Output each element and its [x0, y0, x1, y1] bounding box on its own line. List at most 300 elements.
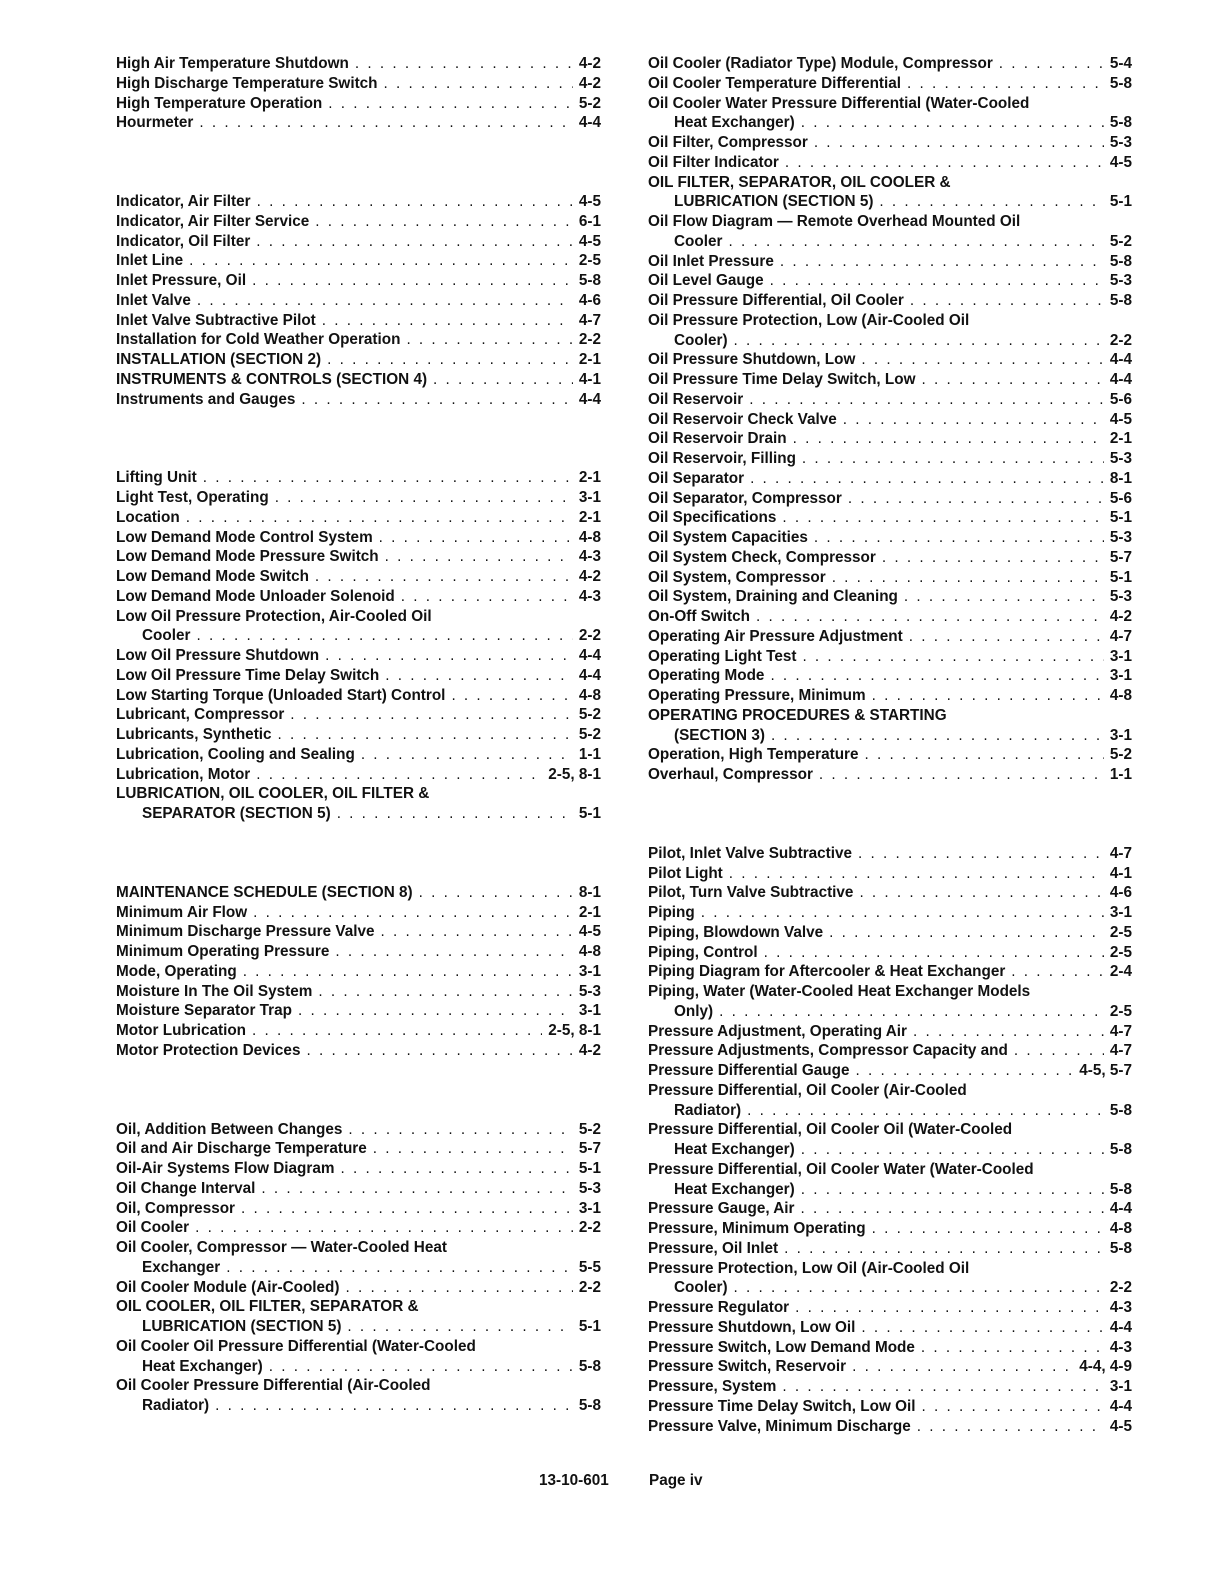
dot-leader: [256, 765, 542, 785]
dot-leader: [801, 1199, 1104, 1219]
index-entry: [116, 291, 601, 311]
group-spacer: [116, 409, 601, 468]
index-entry: [116, 765, 601, 785]
entry-page-ref: 5-1: [578, 805, 601, 822]
index-entry: [648, 627, 1132, 647]
index-entry: [648, 666, 1132, 686]
entry-page-ref: 2-2: [578, 1219, 601, 1237]
index-entry: [116, 607, 601, 647]
entry-page-ref: 4-5: [578, 923, 601, 941]
entry-text: Lubrication, Motor: [116, 765, 251, 783]
index-entry: [648, 1357, 1132, 1377]
dot-leader: [261, 1179, 572, 1199]
entry-text: Indicator, Air Filter Service: [116, 212, 310, 230]
dot-leader: [858, 844, 1104, 864]
index-entry: [648, 844, 1132, 864]
dot-leader: [734, 331, 1104, 351]
index-entry: [648, 1259, 1132, 1299]
index-entry: [116, 745, 601, 765]
dot-leader: [829, 923, 1104, 943]
dot-leader: [771, 726, 1104, 746]
index-entry: [648, 528, 1132, 548]
dot-leader: [355, 54, 573, 74]
entry-text: Pilot Light: [648, 864, 723, 882]
entry-page-ref: 5-3: [578, 982, 601, 1000]
entry-text: Inlet Valve: [116, 291, 191, 309]
dot-leader: [256, 232, 573, 252]
entry-page-ref: 5-2: [1109, 746, 1132, 764]
index-entry: [648, 548, 1132, 568]
entry-page-ref: 5-1: [1109, 568, 1132, 586]
index-entry: [648, 133, 1132, 153]
dot-leader: [215, 1396, 573, 1416]
entry-text: Moisture In The Oil System: [116, 982, 313, 1000]
entry-text: Lubricants, Synthetic: [116, 726, 272, 743]
entry-text: Pressure Protection, Low Oil (Air-Cooled Oil: [648, 1259, 970, 1277]
entry-page-ref: 2-5: [1109, 1002, 1132, 1020]
entry-text: On-Off Switch: [648, 608, 750, 625]
dot-leader: [814, 133, 1104, 153]
entry-text: Lifting Unit: [116, 469, 197, 487]
entry-text: Piping: [648, 904, 695, 921]
index-entry: [116, 311, 601, 331]
index-entry: [116, 113, 601, 133]
index-entry: [648, 311, 1132, 351]
index-entry: [116, 1001, 601, 1021]
entry-text: Hourmeter: [116, 114, 194, 132]
group-spacer: [116, 133, 601, 192]
entry-text: LUBRICATION, OIL COOLER, OIL FILTER &: [116, 785, 430, 803]
entry-page-ref: 4-2: [578, 55, 601, 72]
index-entry: [116, 1337, 601, 1377]
dot-leader: [872, 1219, 1104, 1239]
dot-leader: [855, 1061, 1073, 1081]
entry-text: Overhaul, Compressor: [648, 766, 813, 783]
entry-text: Pressure Shutdown, Low Oil: [648, 1318, 856, 1336]
index-letter-group: [116, 192, 601, 409]
index-entry: [648, 1041, 1132, 1061]
entry-page-ref: 4-2: [578, 568, 601, 585]
dot-leader: [770, 271, 1104, 291]
entry-page-ref: 5-8: [578, 1357, 601, 1375]
dot-leader: [802, 449, 1104, 469]
dot-leader: [907, 74, 1104, 94]
entry-page-ref: 4-7: [1109, 1042, 1132, 1060]
entry-page-ref: 5-3: [1109, 588, 1132, 606]
dot-leader: [243, 962, 573, 982]
entry-text: Oil Inlet Pressure: [648, 252, 774, 270]
index-letter-group: [648, 844, 1132, 1437]
dot-leader: [433, 370, 573, 390]
index-entry: [648, 1239, 1132, 1259]
dot-leader: [196, 626, 572, 646]
entry-text: Oil Reservoir Check Valve: [648, 410, 837, 428]
entry-page-ref: 2-2: [578, 331, 601, 349]
index-entry: [648, 1022, 1132, 1042]
index-letter-group: [116, 54, 601, 133]
entry-page-ref: 3-1: [1109, 1378, 1132, 1395]
index-entry: [648, 74, 1132, 94]
entry-text: Pressure, Minimum Operating: [648, 1220, 866, 1237]
dot-leader: [199, 113, 573, 133]
dot-leader: [252, 1021, 542, 1041]
index-entry: [116, 1238, 601, 1278]
index-entry: [648, 449, 1132, 469]
entry-page-ref: 2-1: [578, 903, 601, 921]
dot-leader: [252, 271, 573, 291]
dot-leader: [910, 291, 1104, 311]
entry-text: OPERATING PROCEDURES & STARTING: [648, 706, 947, 724]
entry-text: Low Demand Mode Control System: [116, 528, 373, 546]
entry-page-ref: 5-2: [578, 1120, 601, 1138]
dot-leader: [734, 1278, 1104, 1298]
index-entry: [648, 745, 1132, 765]
index-section-entry: [116, 370, 601, 390]
index-entry: [116, 271, 601, 291]
entry-text: Low Demand Mode Unloader Solenoid: [116, 587, 395, 605]
entry-text: Cooler): [674, 1279, 728, 1297]
dot-leader: [335, 942, 573, 962]
index-entry: [116, 942, 601, 962]
index-section-entry: [648, 706, 1132, 746]
index-entry: [648, 469, 1132, 489]
dot-leader: [719, 1002, 1104, 1022]
entry-text: Oil System Check, Compressor: [648, 548, 876, 566]
entry-text: INSTRUMENTS & CONTROLS (SECTION 4): [116, 370, 428, 388]
dot-leader: [750, 469, 1104, 489]
dot-leader: [1014, 1041, 1104, 1061]
index-entry: [116, 725, 601, 745]
entry-text: LUBRICATION (SECTION 5): [674, 193, 874, 211]
index-entry: [116, 1376, 601, 1416]
entry-page-ref: 4-8: [1109, 1220, 1132, 1237]
dot-leader: [419, 883, 573, 903]
entry-text: OIL COOLER, OIL FILTER, SEPARATOR &: [116, 1298, 419, 1316]
entry-text: Radiator): [674, 1101, 742, 1119]
entry-text: Oil Pressure Shutdown, Low: [648, 351, 856, 369]
entry-text: Location: [116, 508, 180, 526]
entry-page-ref: 4-1: [1109, 864, 1132, 882]
dot-leader: [278, 725, 573, 745]
entry-text: MAINTENANCE SCHEDULE (SECTION 8): [116, 883, 413, 901]
entry-page-ref: 5-8: [1109, 292, 1132, 309]
dot-leader: [195, 1218, 573, 1238]
dot-leader: [325, 646, 573, 666]
entry-text: Pressure Time Delay Switch, Low Oil: [648, 1397, 916, 1415]
entry-text: Inlet Line: [116, 252, 184, 270]
entry-text: Indicator, Oil Filter: [116, 232, 251, 250]
index-entry: [116, 547, 601, 567]
dot-leader: [782, 1377, 1103, 1397]
entry-text: Cooler: [142, 627, 191, 645]
entry-text: Minimum Operating Pressure: [116, 943, 330, 960]
entry-page-ref: 5-4: [1109, 55, 1132, 72]
entry-text: Heat Exchanger): [674, 114, 795, 132]
index-letter-group: [116, 883, 601, 1061]
dot-leader: [203, 468, 573, 488]
entry-page-ref: 4-4: [1109, 1397, 1132, 1415]
index-entry: [116, 982, 601, 1002]
entry-page-ref: 5-1: [1109, 193, 1132, 211]
entry-text: OIL FILTER, SEPARATOR, OIL COOLER &: [648, 173, 951, 191]
dot-leader: [340, 1159, 572, 1179]
dot-leader: [379, 528, 573, 548]
index-entry: [116, 1199, 601, 1219]
entry-text: Oil Filter, Compressor: [648, 134, 808, 151]
entry-text: Oil Cooler Temperature Differential: [648, 74, 902, 92]
index-entry: [648, 410, 1132, 430]
index-entry: [116, 1218, 601, 1238]
entry-text: Radiator): [142, 1397, 210, 1414]
dot-leader: [361, 745, 573, 765]
dot-leader: [337, 804, 573, 824]
entry-text: Pressure Differential Gauge: [648, 1062, 850, 1079]
dot-leader: [861, 350, 1104, 370]
entry-text: Pressure, System: [648, 1378, 777, 1395]
entry-page-ref: 2-1: [1109, 430, 1132, 448]
entry-page-ref: 5-3: [1109, 134, 1132, 151]
entry-text: Low Oil Pressure Time Delay Switch: [116, 666, 380, 684]
entry-page-ref: 3-1: [1109, 904, 1132, 921]
entry-page-ref: 5-8: [1109, 252, 1132, 270]
entry-text: Only): [674, 1002, 714, 1020]
entry-text: Oil System Capacities: [648, 529, 808, 546]
entry-text: Oil Filter Indicator: [648, 153, 779, 171]
index-entry: [116, 646, 601, 666]
entry-page-ref: 5-6: [1109, 489, 1132, 507]
entry-text: Inlet Pressure, Oil: [116, 272, 247, 289]
entry-text: Oil-Air Systems Flow Diagram: [116, 1160, 335, 1177]
entry-page-ref: 4-5, 5-7: [1079, 1062, 1132, 1079]
index-entry: [116, 488, 601, 508]
index-entry: [648, 923, 1132, 943]
dot-leader: [315, 567, 573, 587]
index-entry: [648, 587, 1132, 607]
entry-page-ref: 5-1: [578, 1318, 601, 1335]
entry-page-ref: 5-2: [1109, 232, 1132, 250]
index-entry: [648, 1417, 1132, 1437]
index-entry: [648, 252, 1132, 272]
entry-page-ref: 8-1: [1109, 469, 1132, 487]
entry-page-ref: 5-8: [1109, 1101, 1132, 1119]
dot-leader: [728, 232, 1103, 252]
index-column-right: [648, 54, 1132, 1436]
index-section-entry: [116, 784, 601, 824]
index-entry: [116, 1278, 601, 1298]
entry-page-ref: 4-6: [578, 291, 601, 309]
index-section-entry: [116, 883, 601, 903]
entry-page-ref: 5-8: [1109, 114, 1132, 132]
entry-text: Oil Flow Diagram — Remote Overhead Mounted Oil: [648, 213, 1021, 230]
index-entry: [116, 508, 601, 528]
index-entry: [116, 54, 601, 74]
entry-text: Instruments and Gauges: [116, 390, 296, 408]
dot-leader: [784, 1239, 1104, 1259]
entry-text: Cooler: [674, 232, 723, 250]
dot-leader: [843, 410, 1104, 430]
entry-page-ref: 2-2: [1109, 331, 1132, 349]
dot-leader: [401, 587, 573, 607]
entry-text: INSTALLATION (SECTION 2): [116, 351, 322, 368]
dot-leader: [819, 765, 1104, 785]
entry-page-ref: 5-1: [578, 1160, 601, 1177]
index-entry: [648, 370, 1132, 390]
index-entry: [648, 982, 1132, 1022]
entry-page-ref: 3-1: [1109, 667, 1132, 685]
dot-leader: [904, 587, 1104, 607]
dot-leader: [832, 568, 1104, 588]
entry-text: Mode, Operating: [116, 962, 237, 980]
dot-leader: [186, 508, 573, 528]
entry-page-ref: 4-8: [578, 943, 601, 960]
dot-leader: [729, 864, 1104, 884]
entry-text: Oil Separator, Compressor: [648, 489, 842, 507]
entry-page-ref: 5-2: [578, 706, 601, 724]
index-entry: [116, 192, 601, 212]
dot-leader: [814, 528, 1104, 548]
entry-text: Lubricant, Compressor: [116, 706, 285, 724]
dot-leader: [756, 607, 1104, 627]
entry-page-ref: 2-1: [578, 351, 601, 368]
dot-leader: [253, 903, 573, 923]
entry-page-ref: 4-4: [578, 114, 601, 132]
entry-page-ref: 2-5, 8-1: [548, 1022, 601, 1039]
entry-page-ref: 4-3: [1109, 1299, 1132, 1316]
dot-leader: [921, 1338, 1104, 1358]
entry-page-ref: 5-3: [1109, 450, 1132, 467]
entry-text: Oil and Air Discharge Temperature: [116, 1140, 367, 1158]
entry-page-ref: 3-1: [578, 962, 601, 980]
entry-text: Operating Mode: [648, 667, 765, 685]
dot-leader: [384, 74, 573, 94]
entry-text: Oil System, Draining and Cleaning: [648, 588, 898, 606]
entry-page-ref: 5-8: [578, 272, 601, 289]
index-entry: [648, 903, 1132, 923]
entry-text: Minimum Discharge Pressure Valve: [116, 923, 375, 941]
entry-page-ref: 5-5: [578, 1258, 601, 1276]
dot-leader: [879, 192, 1103, 212]
entry-page-ref: 2-5: [1109, 923, 1132, 941]
entry-page-ref: 5-3: [1109, 272, 1132, 290]
entry-page-ref: 4-5: [1109, 153, 1132, 171]
entry-page-ref: 4-1: [578, 370, 601, 388]
entry-page-ref: 5-8: [1109, 1180, 1132, 1198]
dot-leader: [848, 489, 1104, 509]
entry-page-ref: 8-1: [578, 883, 601, 901]
index-entry: [648, 1318, 1132, 1338]
entry-text: Indicator, Air Filter: [116, 193, 251, 210]
entry-page-ref: 2-2: [578, 627, 601, 645]
index-entry: [648, 1397, 1132, 1417]
index-entry: [648, 508, 1132, 528]
entry-text: Piping, Control: [648, 943, 758, 961]
dot-leader: [764, 943, 1104, 963]
entry-text: Low Starting Torque (Unloaded Start) Control: [116, 686, 446, 704]
entry-page-ref: 2-5: [1109, 943, 1132, 961]
index-entry: [648, 54, 1132, 74]
entry-page-ref: 5-7: [1109, 548, 1132, 566]
entry-text: Oil Pressure Differential, Oil Cooler: [648, 292, 904, 309]
index-entry: [116, 1041, 601, 1061]
index-entry: [648, 1120, 1132, 1160]
index-section-entry: [116, 350, 601, 370]
index-entry: [116, 962, 601, 982]
entry-text: Oil Change Interval: [116, 1179, 256, 1197]
entry-page-ref: 5-8: [1109, 1141, 1132, 1158]
index-entry: [648, 686, 1132, 706]
index-entry: [116, 1139, 601, 1159]
index-entry: [648, 962, 1132, 982]
entry-text: Low Oil Pressure Shutdown: [116, 647, 320, 664]
entry-page-ref: 5-8: [578, 1397, 601, 1414]
index-entry: [648, 94, 1132, 134]
dot-leader: [327, 350, 573, 370]
dot-leader: [922, 370, 1104, 390]
entry-text: Oil Specifications: [648, 509, 777, 527]
entry-page-ref: 4-7: [1109, 844, 1132, 862]
index-entry: [648, 429, 1132, 449]
group-spacer: [116, 824, 601, 883]
entry-page-ref: 3-1: [1109, 647, 1132, 665]
entry-page-ref: 4-5: [1109, 410, 1132, 428]
entry-text: Oil, Compressor: [116, 1199, 236, 1217]
dot-leader: [306, 1041, 572, 1061]
index-entry: [648, 1219, 1132, 1239]
dot-leader: [380, 922, 572, 942]
dot-leader: [917, 1417, 1104, 1437]
dot-leader: [802, 647, 1103, 667]
dot-leader: [406, 330, 572, 350]
entry-page-ref: 3-1: [1109, 726, 1132, 744]
entry-page-ref: 2-2: [578, 1278, 601, 1296]
entry-text: Piping Diagram for Aftercooler & Heat Exchanger: [648, 963, 1006, 981]
entry-text: High Discharge Temperature Switch: [116, 74, 378, 92]
dot-leader: [298, 1001, 573, 1021]
dot-leader: [269, 1357, 573, 1377]
entry-text: Oil Reservoir Drain: [648, 430, 787, 448]
dot-leader: [801, 1140, 1104, 1160]
dot-leader: [1011, 962, 1104, 982]
entry-page-ref: 4-4, 4-9: [1079, 1358, 1132, 1376]
entry-text: Oil Pressure Protection, Low (Air-Cooled Oil: [648, 311, 970, 329]
group-spacer: [116, 1061, 601, 1120]
index-entry: [648, 390, 1132, 410]
entry-page-ref: 2-4: [1109, 963, 1132, 981]
entry-text: Operation, High Temperature: [648, 746, 859, 764]
dot-leader: [315, 212, 573, 232]
entry-page-ref: 5-6: [1109, 390, 1132, 408]
entry-text: Pressure Differential, Oil Cooler (Air-Cooled: [648, 1081, 967, 1099]
entry-text: Motor Lubrication: [116, 1022, 247, 1039]
entry-page-ref: 3-1: [578, 1199, 601, 1217]
index-entry: [648, 212, 1132, 252]
dot-leader: [782, 508, 1104, 528]
entry-text: Installation for Cold Weather Operation: [116, 331, 401, 349]
entry-page-ref: 4-6: [1109, 884, 1132, 902]
index-entry: [116, 528, 601, 548]
entry-page-ref: 2-5, 8-1: [548, 765, 601, 783]
entry-text: Oil Separator: [648, 469, 745, 487]
entry-text: Pressure Switch, Low Demand Mode: [648, 1338, 915, 1356]
entry-text: Oil Pressure Time Delay Switch, Low: [648, 371, 916, 388]
entry-text: Low Demand Mode Pressure Switch: [116, 548, 379, 566]
entry-page-ref: 2-1: [578, 469, 601, 487]
entry-page-ref: 4-4: [578, 390, 601, 408]
entry-page-ref: 4-2: [1109, 608, 1132, 625]
entry-text: Exchanger: [142, 1258, 221, 1276]
entry-page-ref: 4-4: [1109, 351, 1132, 369]
entry-text: SEPARATOR (SECTION 5): [142, 805, 331, 822]
